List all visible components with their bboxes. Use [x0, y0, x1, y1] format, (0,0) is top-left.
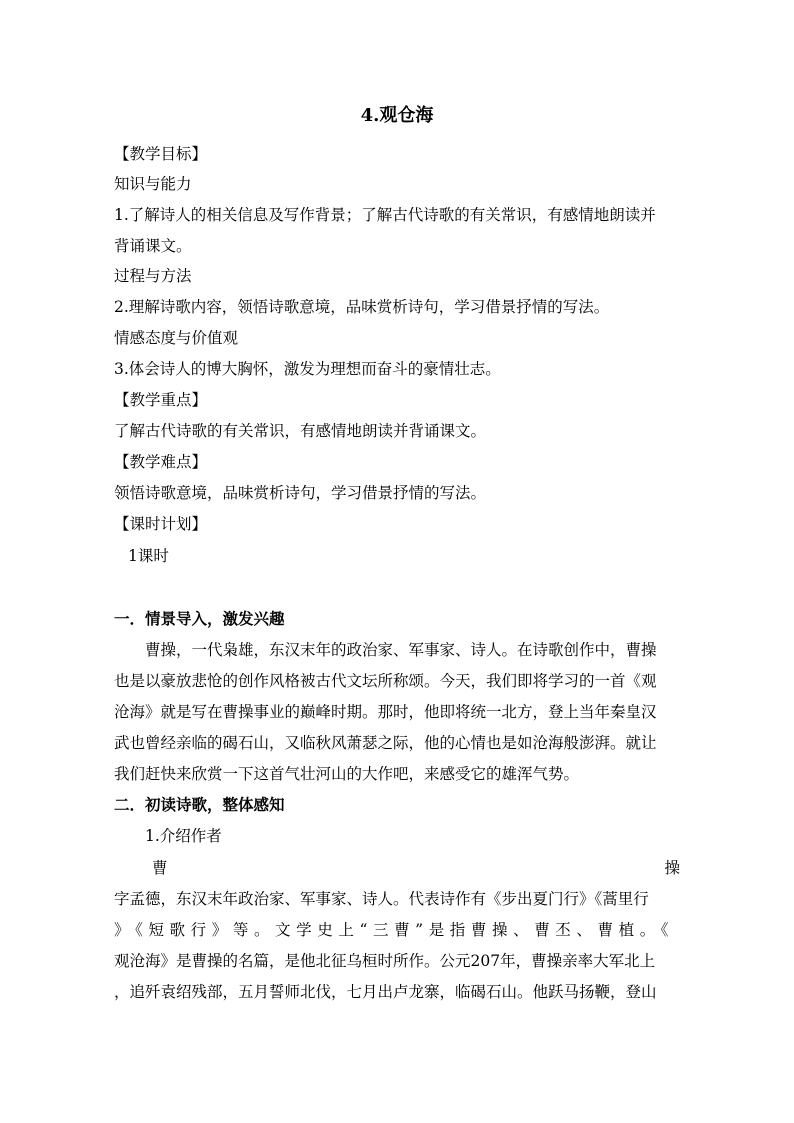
objectives-heading: 【教学目标】 — [114, 145, 208, 163]
author-line-3: 观沧海》是曹操的名篇，是他北征乌桓时所作。公元207年，曹操亲率大军北上 — [114, 952, 656, 970]
section1-paragraph-line-1: 曹操，一代枭雄，东汉末年的政治家、军事家、诗人。在诗歌创作中，曹操 — [145, 641, 657, 659]
schedule-heading: 【课时计划】 — [114, 515, 208, 533]
section1-paragraph-line-5: 我们赶快来欣赏一下这首气壮河山的大作吧，来感受它的雄浑气势。 — [114, 765, 580, 783]
emotion-item: 3.体会诗人的博大胸怀，激发为理想而奋斗的豪情壮志。 — [114, 360, 501, 378]
author-line-1: 字孟德，东汉末年政治家、军事家、诗人。代表诗作有《步出夏门行》《蒿里行 — [114, 890, 649, 908]
section1-paragraph-line-2: 也是以豪放悲怆的创作风格被古代文坛所称颂。今天，我们即将学习的一首《观 — [114, 672, 657, 690]
knowledge-item-line-1: 1.了解诗人的相关信息及写作背景；了解古代诗歌的有关常识，有感情地朗读并 — [114, 206, 656, 224]
difficulties-heading: 【教学难点】 — [114, 453, 208, 471]
difficulties-text: 领悟诗歌意境，品味赏析诗句，学习借景抒情的写法。 — [114, 484, 487, 502]
key-points-text: 了解古代诗歌的有关常识，有感情地朗读并背诵课文。 — [114, 422, 487, 440]
author-line-2: 》《短歌行》等。文学史上“三曹”是指曹操、曹丕、曹植。《 — [114, 921, 675, 939]
author-name-left: 曹 — [152, 859, 168, 877]
schedule-text: 1课时 — [128, 547, 169, 565]
section1-heading: 一．情景导入，激发兴趣 — [114, 609, 285, 628]
author-name-right: 操 — [664, 859, 680, 877]
knowledge-heading: 知识与能力 — [114, 175, 192, 193]
page-title: 4.观仓海 — [360, 105, 434, 126]
section2-heading: 二．初读诗歌，整体感知 — [114, 795, 285, 814]
knowledge-item-line-2: 背诵课文。 — [114, 237, 192, 255]
section1-paragraph-line-3: 沧海》就是写在曹操事业的巅峰时期。那时，他即将统一北方，登上当年秦皇汉 — [114, 703, 657, 721]
process-item: 2.理解诗歌内容，领悟诗歌意境，品味赏析诗句，学习借景抒情的写法。 — [114, 298, 610, 316]
author-line-4: ，追歼袁绍残部，五月誓师北伐，七月出卢龙寨，临碣石山。他跃马扬鞭，登山 — [114, 983, 657, 1001]
key-points-heading: 【教学重点】 — [114, 391, 208, 409]
section2-subheading: 1.介绍作者 — [145, 827, 222, 845]
section1-paragraph-line-4: 武也曾经亲临的碣石山，又临秋风萧瑟之际，他的心情也是如沧海般澎湃。就让 — [114, 734, 657, 752]
author-name-line — [152, 858, 680, 878]
process-heading: 过程与方法 — [114, 267, 192, 285]
emotion-heading: 情感态度与价值观 — [114, 329, 239, 347]
